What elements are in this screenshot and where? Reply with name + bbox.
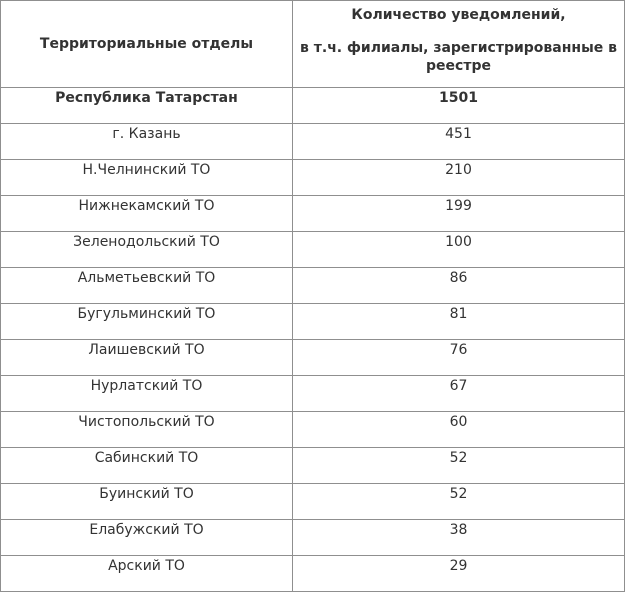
cell-notification-count: 38 [293, 520, 625, 556]
cell-department-name: Сабинский ТО [1, 448, 293, 484]
cell-department-name: Нурлатский ТО [1, 376, 293, 412]
table-row [1, 160, 625, 196]
table-row [1, 268, 625, 304]
header-notifications-line2: в т.ч. филиалы, зарегистрированные в реестре [300, 40, 617, 74]
table-row [1, 124, 625, 160]
cell-notification-count: 81 [293, 304, 625, 340]
cell-department-name: Республика Татарстан [1, 88, 293, 124]
cell-notification-count: 210 [293, 160, 625, 196]
cell-notification-count: 52 [293, 484, 625, 520]
cell-notification-count: 52 [293, 448, 625, 484]
cell-department-name: г. Казань [1, 124, 293, 160]
cell-department-name: Н.Челнинский ТО [1, 160, 293, 196]
table-header-row [1, 1, 625, 88]
table-row [1, 304, 625, 340]
cell-department-name: Лаишевский ТО [1, 340, 293, 376]
table-row [1, 448, 625, 484]
cell-department-name: Альметьевский ТО [1, 268, 293, 304]
table-row [1, 556, 625, 592]
cell-notification-count: 100 [293, 232, 625, 268]
cell-notification-count: 76 [293, 340, 625, 376]
table-row [1, 88, 625, 124]
table-row [1, 340, 625, 376]
cell-notification-count: 29 [293, 556, 625, 592]
cell-department-name: Нижнекамский ТО [1, 196, 293, 232]
header-notifications-count [293, 1, 625, 88]
table-row [1, 520, 625, 556]
header-territorial-departments: Территориальные отделы [1, 1, 293, 88]
table-body [1, 88, 625, 592]
table-row [1, 196, 625, 232]
cell-department-name: Елабужский ТО [1, 520, 293, 556]
table-row [1, 484, 625, 520]
cell-department-name: Зеленодольский ТО [1, 232, 293, 268]
cell-department-name: Арский ТО [1, 556, 293, 592]
table-row [1, 412, 625, 448]
header-notifications-line1: Количество уведомлений, [351, 7, 566, 23]
cell-notification-count: 67 [293, 376, 625, 412]
cell-notification-count: 1501 [293, 88, 625, 124]
cell-notification-count: 451 [293, 124, 625, 160]
cell-department-name: Буинский ТО [1, 484, 293, 520]
cell-notification-count: 86 [293, 268, 625, 304]
cell-notification-count: 60 [293, 412, 625, 448]
cell-department-name: Бугульминский ТО [1, 304, 293, 340]
cell-notification-count: 199 [293, 196, 625, 232]
cell-department-name: Чистопольский ТО [1, 412, 293, 448]
table-row [1, 376, 625, 412]
table-row [1, 232, 625, 268]
